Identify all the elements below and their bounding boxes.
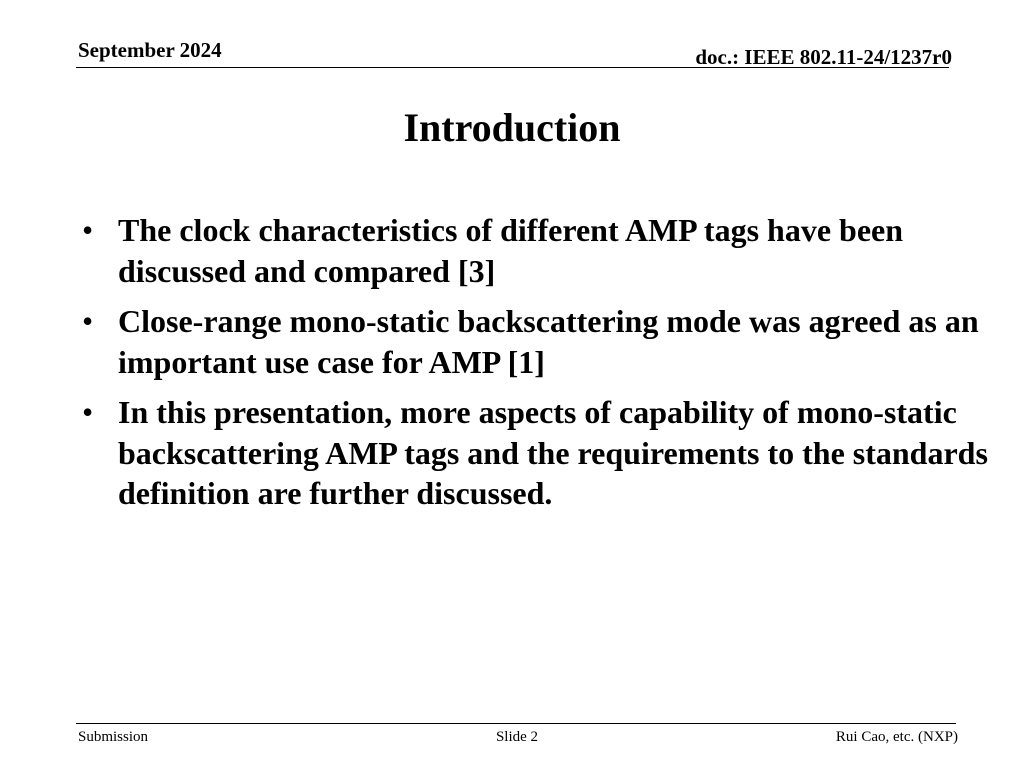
footer-slide-number: Slide 2 <box>495 729 539 745</box>
bullet-text: The clock characteristics of different AMP tags have been discussed and compared [3] <box>118 212 904 289</box>
bullet-text: Close-range mono-static backscattering mode was agreed as an important use case for AMP [1] <box>118 303 979 380</box>
footer-author: Rui Cao, etc. (NXP) <box>835 729 958 745</box>
bullet-list <box>76 210 996 524</box>
header-date: September 2024 <box>78 38 222 62</box>
bullet-item <box>76 210 996 291</box>
footer-submission: Submission <box>78 729 149 745</box>
bullet-item <box>76 392 996 514</box>
slide-title: Introduction <box>403 105 621 150</box>
footer-divider <box>76 723 956 724</box>
bullet-text: In this presentation, more aspects of capability of mono-static backscattering AMP tags and the requirements to the standards definition are further discussed. <box>118 394 988 511</box>
header-doc-id: doc.: IEEE 802.11-24/1237r0 <box>695 45 952 69</box>
bullet-marker: • <box>82 394 94 430</box>
header-divider <box>76 67 949 68</box>
bullet-item <box>76 301 996 382</box>
bullet-marker: • <box>82 212 94 248</box>
bullet-marker: • <box>82 303 94 339</box>
